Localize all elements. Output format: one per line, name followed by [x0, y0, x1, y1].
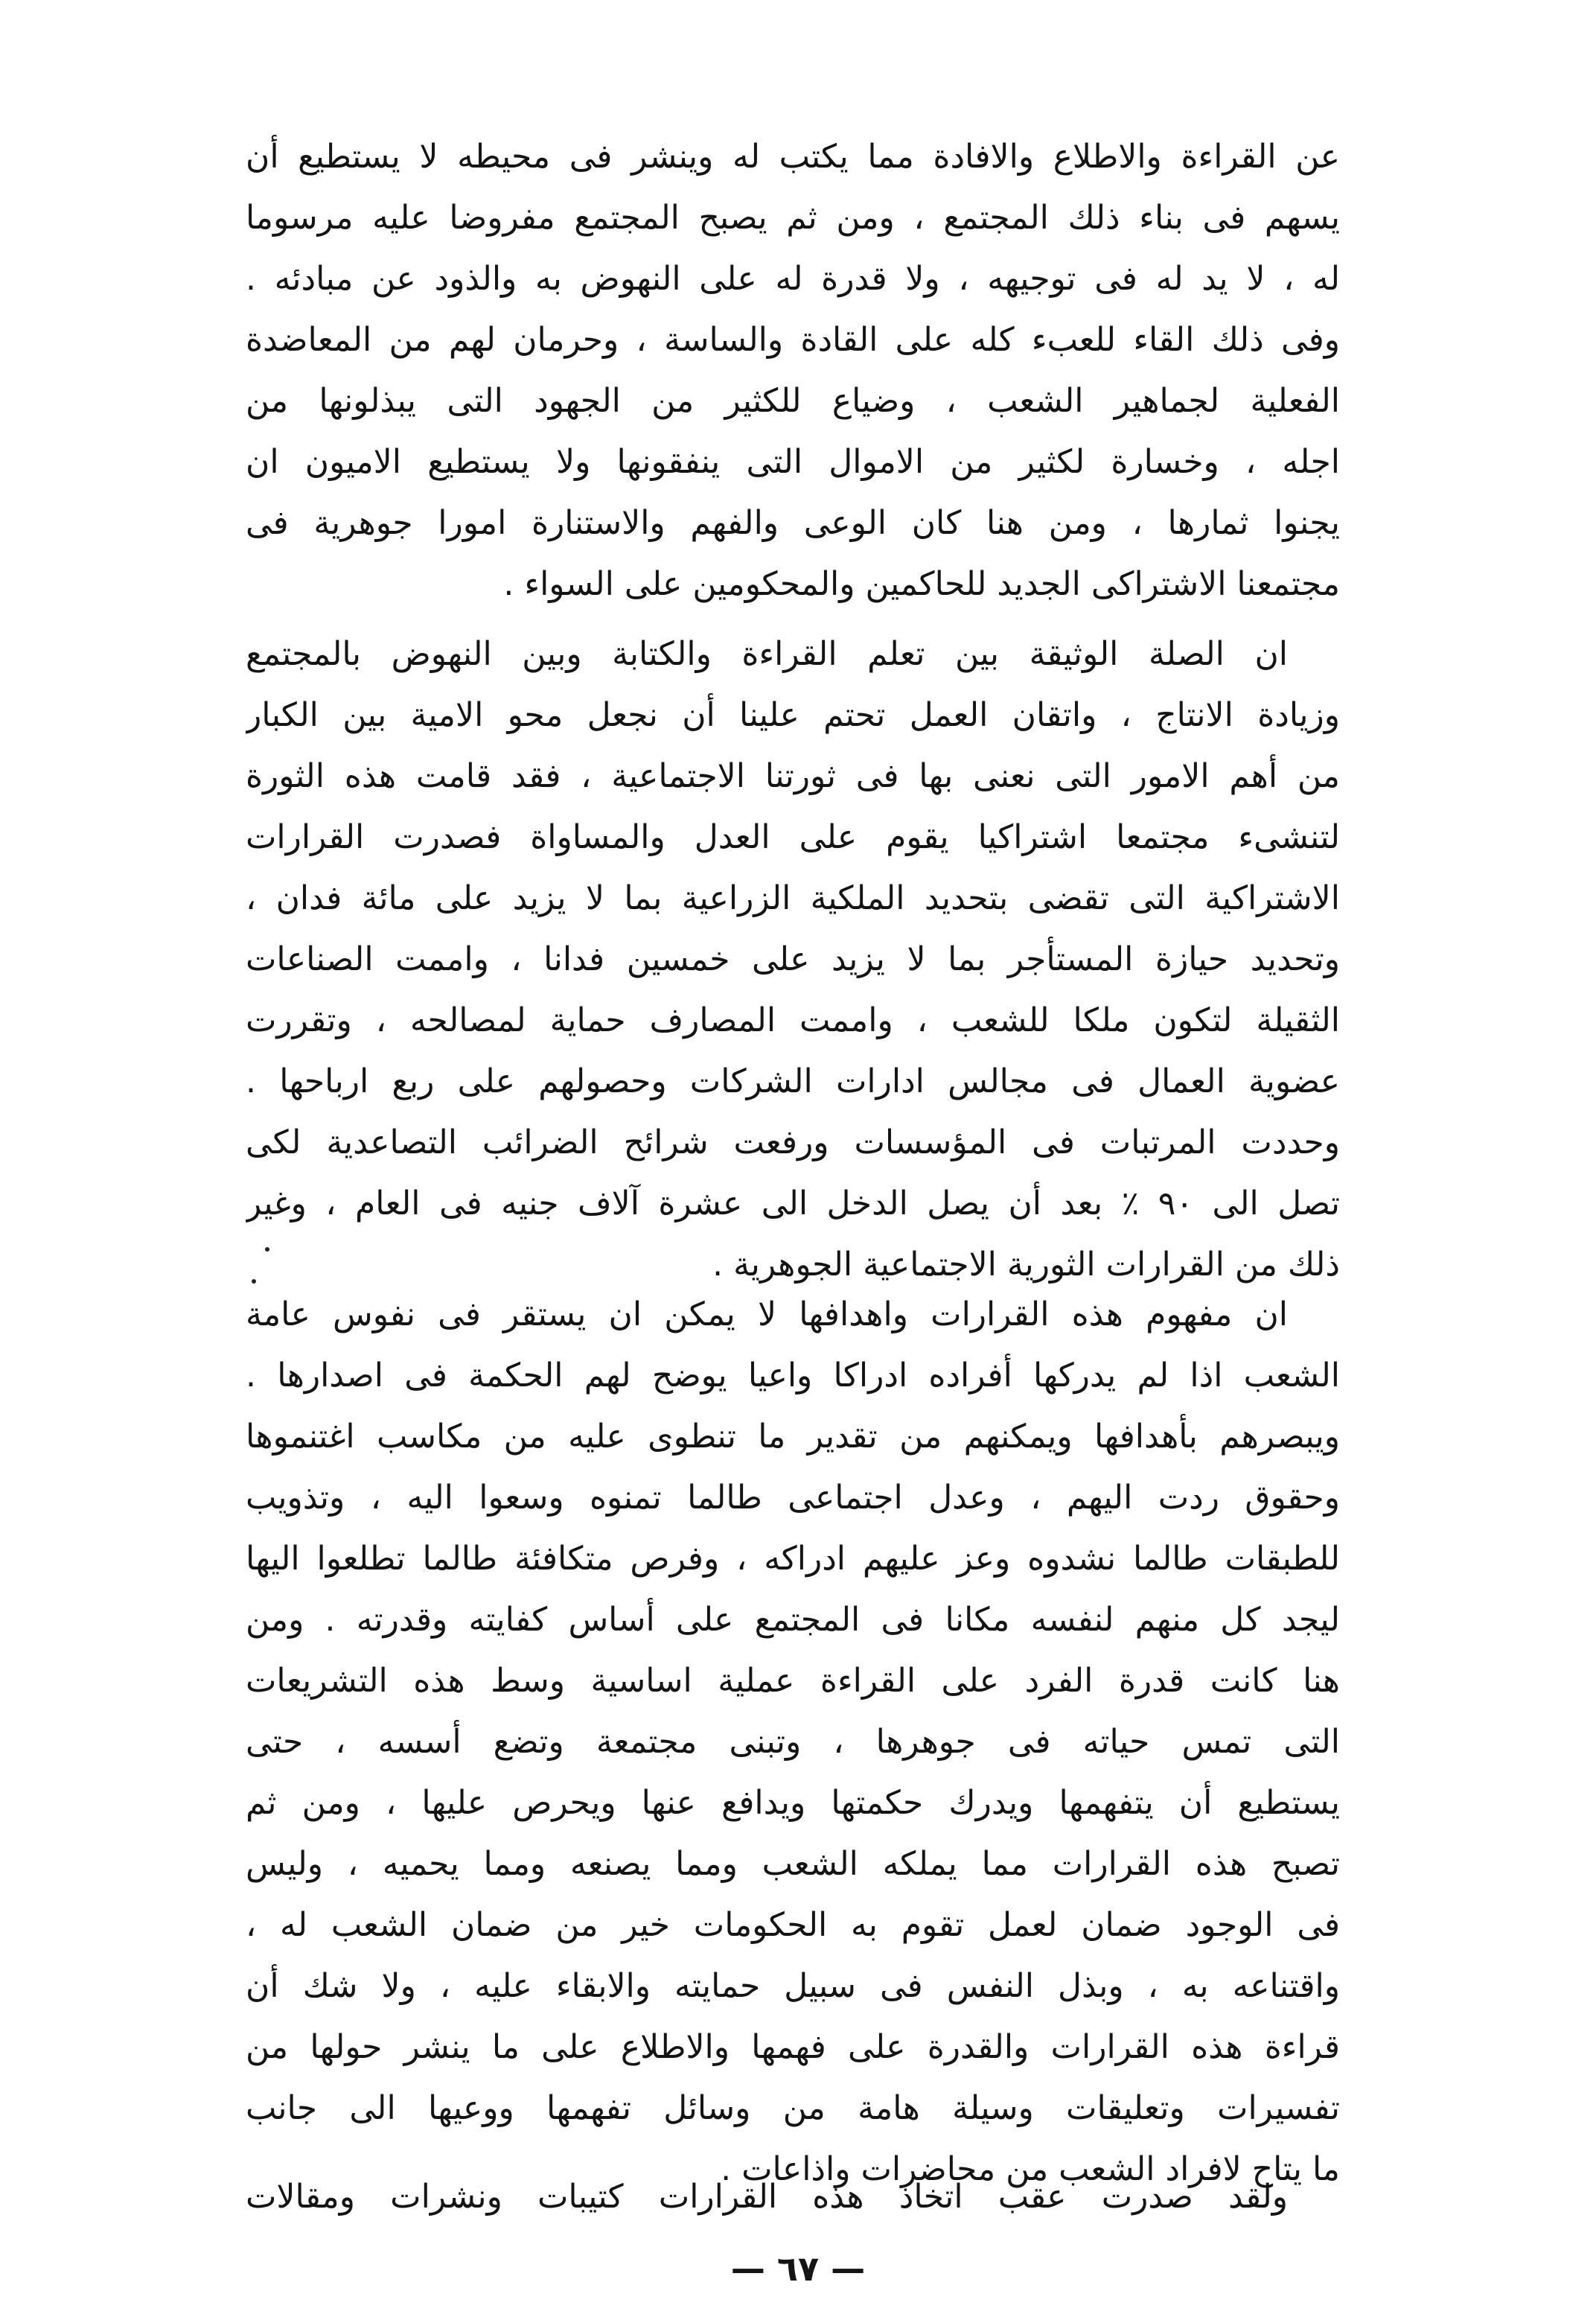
text-line: لتنشىء مجتمعا اشتراكيا يقوم على العدل والمساواة فصدرت القرارات: [246, 818, 1340, 856]
text-line: ان مفهوم هذه القرارات واهدافها لا يمكن ان يستقر فى نفوس عامة: [246, 1296, 1288, 1333]
text-line: اجله ، وخسارة لكثير من الاموال التى ينفقونها ولا يستطيع الاميون ان: [246, 443, 1340, 481]
text-line: فى الوجود ضمان لعمل تقوم به الحكومات خير من ضمان الشعب له ،: [246, 1906, 1340, 1944]
text-line: يسهم فى بناء ذلك المجتمع ، ومن ثم يصبح المجتمع مفروضا عليه مرسوما: [246, 199, 1340, 237]
paragraph-2: [246, 624, 1340, 1296]
text-line: يجنوا ثمارها ، ومن هنا كان الوعى والفهم والاستنارة امورا جوهرية فى: [246, 504, 1340, 542]
text-line: عضوية العمال فى مجالس ادارات الشركات وحصولهم على ربع ارباحها .: [246, 1062, 1340, 1100]
text-line: تصل الى ٩٠ ٪ بعد أن يصل الدخل الى عشرة آلاف جنيه فى العام ، وغير: [246, 1185, 1340, 1223]
text-line: قراءة هذه القرارات والقدرة على فهمها والاطلاع على ما ينشر حولها من: [246, 2028, 1340, 2066]
scan-speck: [252, 1279, 256, 1284]
paragraph-1: [246, 127, 1340, 615]
text-line: الشعب اذا لم يدركها أفراده ادراكا واعيا يوضح لهم الحكمة فى اصدارها .: [246, 1357, 1340, 1395]
text-line: هنا كانت قدرة الفرد على القراءة عملية اساسية وسط هذه التشريعات: [246, 1662, 1340, 1700]
page-number: — ٦٧ —: [730, 2249, 866, 2289]
text-line: تفسيرات وتعليقات وسيلة هامة من وسائل تفهمها ووعيها الى جانب: [246, 2089, 1340, 2127]
scan-speck: [265, 1247, 269, 1252]
text-line: من أهم الامور التى نعنى بها فى ثورتنا الاجتماعية ، فقد قامت هذه الثورة: [246, 757, 1340, 795]
text-line: ذلك من القرارات الثورية الاجتماعية الجوهرية .: [712, 1246, 1340, 1284]
text-line: للطبقات طالما نشدوه وعز عليهم ادراكه ، وفرص متكافئة طالما تطلعوا اليها: [246, 1540, 1340, 1578]
text-line: الاشتراكية التى تقضى بتحديد الملكية الزراعية بما لا يزيد على مائة فدان ،: [246, 879, 1340, 917]
paragraph-3: [246, 1284, 1340, 2200]
paragraph-4: [246, 2167, 1340, 2228]
text-line: ويبصرهم بأهدافها ويمكنهم من تقدير ما تنطوى عليه من مكاسب اغتنموها: [246, 1418, 1340, 1456]
text-line: له ، لا يد له فى توجيهه ، ولا قدرة له على النهوض به والذود عن مبادئه .: [246, 260, 1340, 298]
text-line: يستطيع أن يتفهمها ويدرك حكمتها ويدافع عنها ويحرص عليها ، ومن ثم: [246, 1784, 1340, 1822]
text-line: وزيادة الانتاج ، واتقان العمل تحتم علينا أن نجعل محو الامية بين الكبار: [246, 696, 1340, 734]
text-line: تصبح هذه القرارات مما يملكه الشعب ومما يصنعه ومما يحميه ، وليس: [246, 1845, 1340, 1883]
text-line: ان الصلة الوثيقة بين تعلم القراءة والكتابة وبين النهوض بالمجتمع: [246, 635, 1288, 673]
text-line: وفى ذلك القاء للعبء كله على القادة والساسة ، وحرمان لهم من المعاضدة: [246, 321, 1340, 359]
text-line: وحددت المرتبات فى المؤسسات ورفعت شرائح الضرائب التصاعدية لكى: [246, 1124, 1340, 1161]
text-line: وتحديد حيازة المستأجر بما لا يزيد على خمسين فدانا ، واممت الصناعات: [246, 940, 1340, 978]
text-line: ما يتاح لافراد الشعب من محاضرات واذاعات .: [721, 2150, 1340, 2188]
text-line: الثقيلة لتكون ملكا للشعب ، واممت المصارف حماية لمصالحه ، وتقررت: [246, 1001, 1340, 1039]
text-line: ولقد صدرت عقب اتخاذ هذه القرارات كتيبات ونشرات ومقالات: [246, 2178, 1288, 2216]
text-line: وحقوق ردت اليهم ، وعدل اجتماعى طالما تمنوه وسعوا اليه ، وتذويب: [246, 1479, 1340, 1517]
text-line: التى تمس حياته فى جوهرها ، وتبنى مجتمعة وتضع أسسه ، حتى: [246, 1723, 1340, 1761]
text-line: عن القراءة والاطلاع والافادة مما يكتب له وينشر فى محيطه لا يستطيع أن: [246, 138, 1340, 176]
text-line: واقتناعه به ، وبذل النفس فى سبيل حمايته والابقاء عليه ، ولا شك أن: [246, 1967, 1340, 2005]
text-line: ليجد كل منهم لنفسه مكانا فى المجتمع على أساس كفايته وقدرته . ومن: [246, 1601, 1340, 1639]
text-line: مجتمعنا الاشتراكى الجديد للحاكمين والمحكومين على السواء .: [503, 565, 1340, 603]
text-line: الفعلية لجماهير الشعب ، وضياع للكثير من الجهود التى يبذلونها من: [246, 382, 1340, 420]
